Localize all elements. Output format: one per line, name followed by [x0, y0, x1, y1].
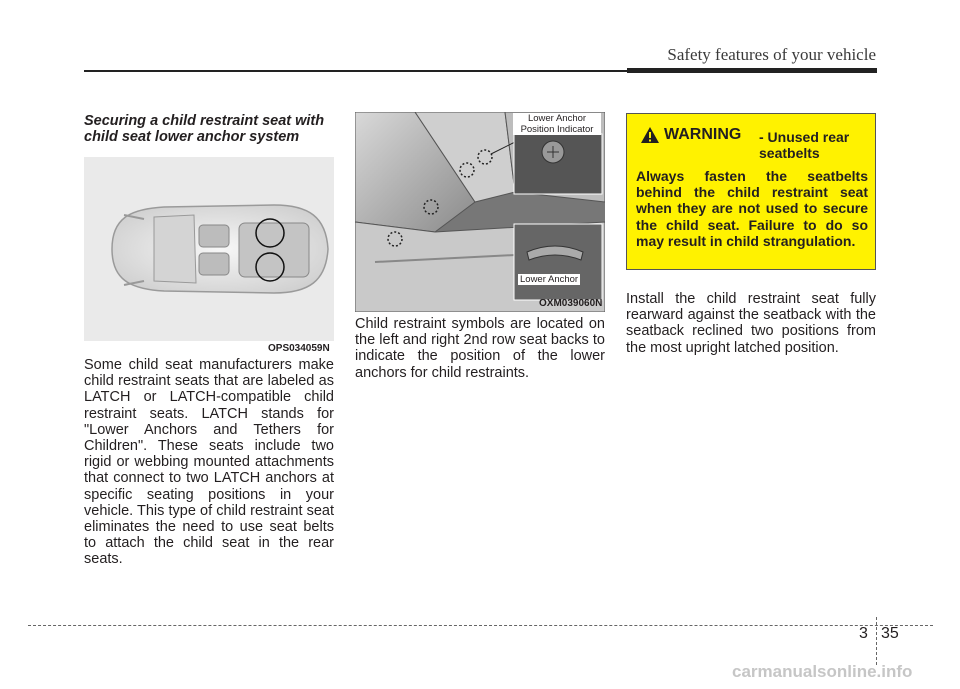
lower-anchor-label: Lower Anchor	[520, 274, 579, 285]
warning-label: WARNING	[664, 126, 742, 143]
footer-rule	[28, 625, 933, 626]
header-rule-accent	[627, 68, 877, 73]
figure-1-caption: OPS034059N	[268, 343, 330, 354]
car-top-view-illustration	[84, 157, 334, 341]
chapter-number: 3	[859, 625, 868, 642]
figure-2-caption: OXM039060N	[539, 298, 603, 309]
lower-anchor-indicator-label: Lower Anchor Position Indicator	[513, 113, 601, 135]
section-subheading: Securing a child restraint seat with child seat lower anchor system	[84, 113, 325, 145]
page-number: 35	[881, 625, 899, 642]
paragraph-install: Install the child restraint seat fully rearward against the seatback with the seatback reclined two positions from the most upright latched position.	[626, 291, 876, 356]
page-number-separator	[876, 617, 877, 665]
paragraph-latch: Some child seat manufacturers make child restraint seats that are labeled as LATCH or LATCH-compatible child restraint seats. LATCH stands for "Lower Anchors and Tethers for Children". These seats include two rigid or webbing mounted attachments that connect to two LATCH anchors at specific seating positions in your vehicle. This type of child restraint seat eliminates the need to use seat belts to attach the child seat in the rear seats.	[84, 357, 334, 568]
car-top-view-figure	[84, 157, 334, 341]
warning-triangle-icon	[641, 127, 659, 143]
warning-text: Always fasten the seatbelts behind the child restraint seat when they are not used to secure the child seat. Failure to do so may result in child strangulation.	[636, 168, 868, 249]
warning-subtitle: - Unused rear seatbelts	[759, 129, 850, 161]
running-header: Safety features of your vehicle	[667, 45, 876, 64]
paragraph-symbols: Child restraint symbols are located on the left and right 2nd row seat backs to indicate the position of the lower anchors for child restraints.	[355, 316, 605, 381]
site-watermark: carmanualsonline.info	[732, 662, 913, 681]
warning-box	[626, 113, 876, 270]
